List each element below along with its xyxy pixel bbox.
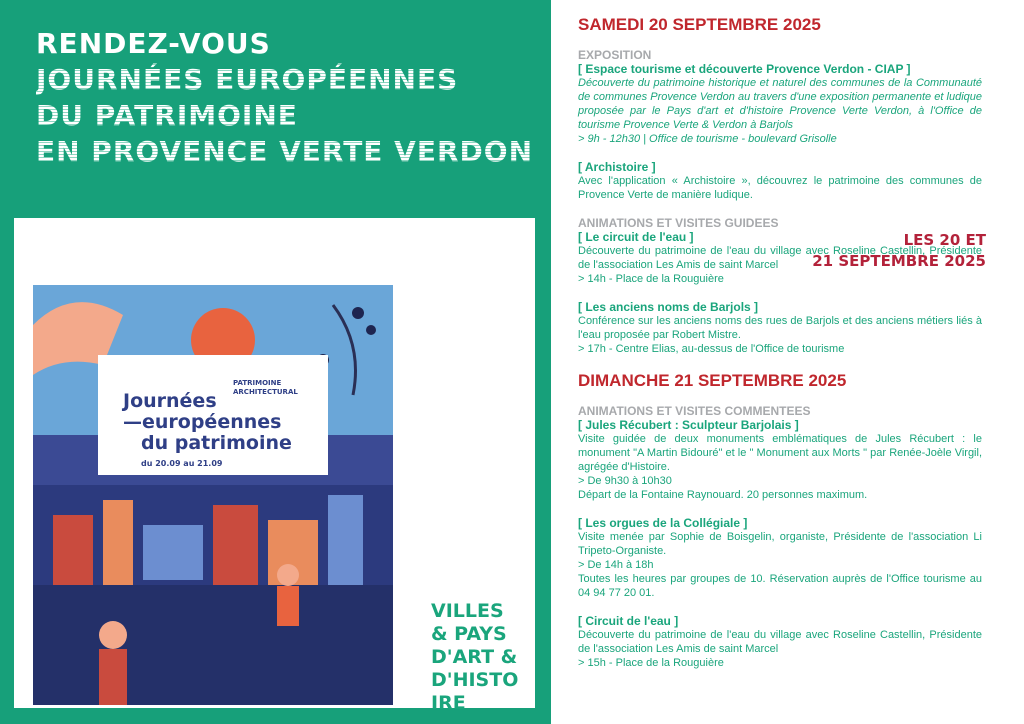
exposition-section-title: EXPOSITION — [578, 48, 652, 62]
poster-image — [33, 285, 393, 705]
poster-tag-2: ARCHITECTURAL — [233, 388, 298, 396]
event-title: [ Les anciens noms de Barjols ] — [578, 300, 759, 314]
event-description: Découverte du patrimoine historique et naturel des communes de la Communauté de communes Provence Verdon au travers d'une exposition permanente et ludique proposée par le Pays d'art et d'histoire Provence Verte Verdon, à l'Office de tourisme Provence Verte & Verdon à Barjols — [578, 77, 982, 131]
person-icon — [99, 621, 127, 649]
event-anciens-noms — [578, 300, 982, 356]
logo-line-1: VILLES — [431, 600, 504, 622]
event-title: [ Circuit de l'eau ] — [578, 614, 679, 628]
title-line-patrimoine: DU PATRIMOINE — [36, 98, 533, 134]
poster-tag-1: PATRIMOINE — [233, 379, 282, 387]
title-line-rendez-vous: RENDEZ-VOUS — [36, 27, 271, 60]
poster-title-1: Journées — [123, 390, 217, 412]
event-description: Avec l'application « Archistoire », découvrez le patrimoine des communes de Provence Verte de manière ludique. — [578, 175, 982, 201]
event-description: Découverte du patrimoine de l'eau du village avec Roseline Castellin, Présidente de l'association Les Amis de saint Marcel — [578, 629, 982, 655]
event-description: Conférence sur les anciens noms des rues de Barjols et des anciens métiers liés à l'eau proposée par Robert Mistre. — [578, 315, 982, 341]
dates-line-1: LES 20 ET — [903, 231, 986, 249]
header-title — [36, 26, 533, 170]
event-time: > De 14h à 18h — [578, 559, 654, 571]
event-circuit-eau — [578, 230, 982, 286]
title-line-journees: JOURNÉES EUROPÉENNES — [36, 62, 533, 98]
event-description: Visite guidée de deux monuments emblématiques de Jules Récubert : le monument "A Martin Bidouré" et le " Monument aux Morts " par Renée-Joèle Virgil, agrégée d'Histoire. — [578, 433, 982, 473]
event-jules-recubert — [578, 418, 982, 502]
saturday-title: SAMEDI 20 SEPTEMBRE 2025 — [578, 15, 821, 34]
event-archistoire — [578, 160, 982, 202]
program-column — [578, 14, 982, 684]
event-description: Visite menée par Sophie de Boisgelin, organiste, Présidente de l'association Li Tripeto-Organiste. — [578, 531, 982, 557]
event-title: [ Les orgues de la Collégiale ] — [578, 516, 748, 530]
poster-illustration — [33, 285, 393, 705]
poster-title-3: du patrimoine — [141, 432, 292, 454]
event-title: [ Espace tourisme et découverte Provence Verdon - CIAP ] — [578, 62, 911, 76]
logo-line-2: & PAYS — [431, 623, 507, 645]
poster-title-2: —européennes — [123, 411, 282, 433]
animations-section-title: ANIMATIONS ET VISITES GUIDEES — [578, 216, 779, 230]
logo-line-5: IRE — [431, 692, 466, 714]
dates-line-2: 21 SEPTEMBRE 2025 — [812, 252, 986, 270]
logo-line-4: D'HISTO — [431, 669, 519, 691]
event-title: [ Le circuit de l'eau ] — [578, 230, 694, 244]
poster-dates: du 20.09 au 21.09 — [141, 459, 223, 468]
event-title: [ Jules Récubert : Sculpteur Barjolais ] — [578, 418, 799, 432]
event-info: Départ de la Fontaine Raynouard. 20 personnes maximum. — [578, 489, 868, 501]
event-info: > 17h - Centre Elias, au-dessus de l'Office de tourisme — [578, 343, 845, 355]
event-circuit-eau-sunday — [578, 614, 982, 670]
event-info: > 9h - 12h30 | Office de tourisme - boulevard Grisolle — [578, 133, 837, 145]
event-info: Toutes les heures par groupes de 10. Réservation auprès de l'Office tourisme au 04 94 77 20 01. — [578, 573, 982, 599]
sunday-section-title: ANIMATIONS ET VISITES COMMENTEES — [578, 404, 811, 418]
title-line-provence: EN PROVENCE VERTE VERDON — [36, 135, 534, 168]
event-ciap — [578, 62, 982, 146]
person-icon — [277, 564, 299, 586]
event-info: > 14h - Place de la Rouguière — [578, 273, 724, 285]
event-time: > De 9h30 à 10h30 — [578, 475, 672, 487]
event-description: Découverte du patrimoine de l'eau du village avec Roseline Castellin, Présidente de l'association Les Amis de saint Marcel — [578, 245, 982, 271]
logo-line-3: D'ART & — [431, 646, 518, 668]
event-title: [ Archistoire ] — [578, 160, 656, 174]
event-info: > 15h - Place de la Rouguière — [578, 657, 724, 669]
event-orgues — [578, 516, 982, 600]
villes-pays-art-histoire-logo — [431, 600, 523, 715]
sunday-title: DIMANCHE 21 SEPTEMBRE 2025 — [578, 371, 847, 390]
